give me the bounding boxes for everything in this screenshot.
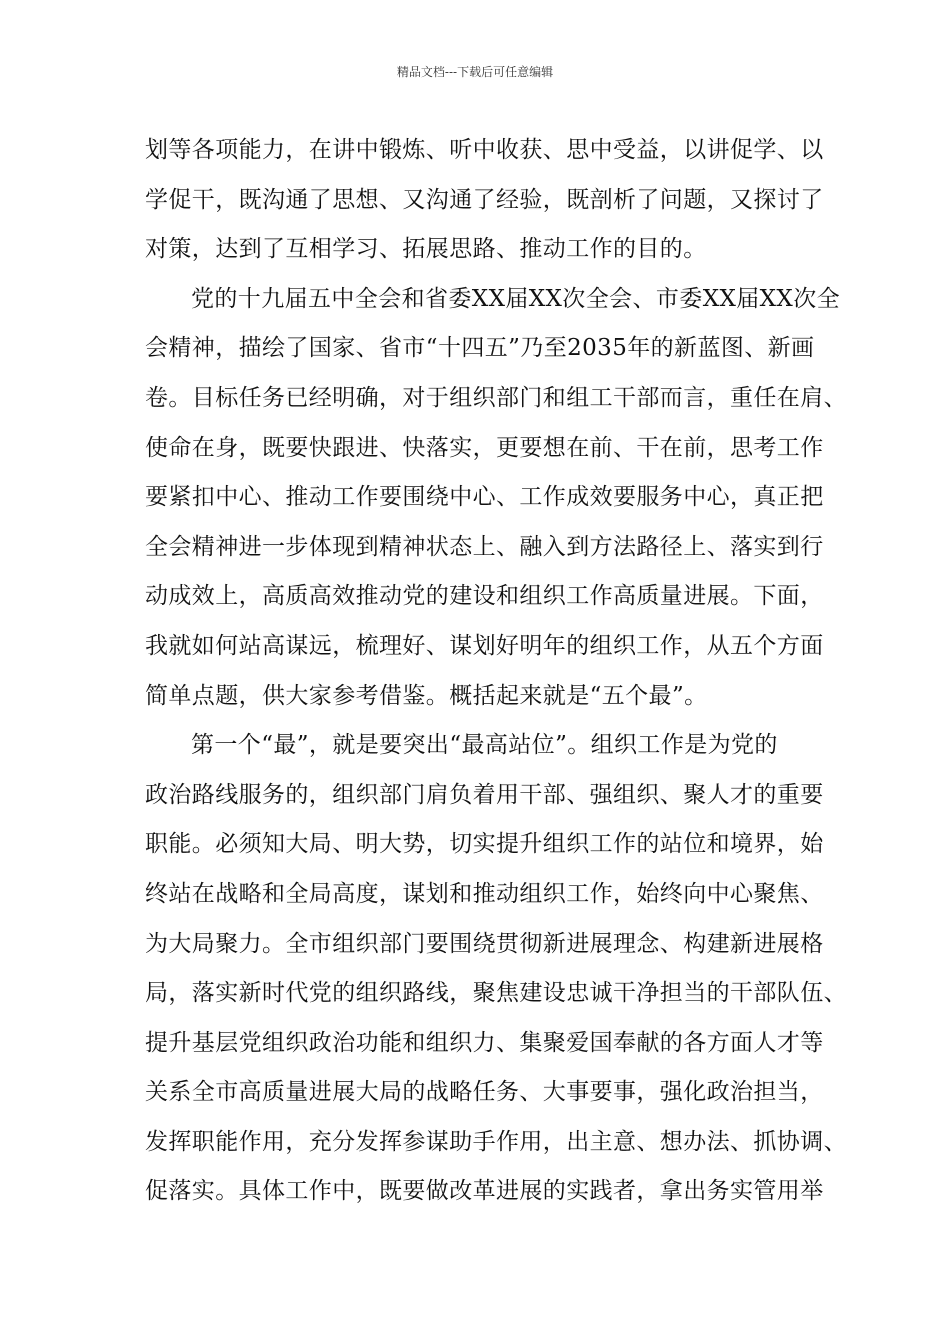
text-line: 使命在身，既要快跟进、快落实，更要想在前、干在前，思考工作: [145, 434, 824, 461]
text-line: 要紧扣中心、推动工作要围绕中心、工作成效要服务中心，真正把: [145, 484, 824, 511]
text-line: 简单点题，供大家参考借鉴。概括起来就是“五个最”。: [145, 682, 708, 709]
text-line: 终站在战略和全局高度，谋划和推动组织工作，始终向中心聚焦、: [145, 880, 824, 907]
text-line: 会精神，描绘了国家、省市“十四五”乃至2035年的新蓝图、新画: [145, 335, 815, 362]
text-line: 职能。必须知大局、明大势，切实提升组织工作的站位和境界，始: [145, 831, 824, 858]
text-line: 动成效上，高质高效推动党的建设和组织工作高质量进展。下面，: [145, 583, 824, 610]
text-line: 关系全市高质量进展大局的战略任务、大事要事，强化政治担当，: [145, 1079, 824, 1106]
text-line: 局，落实新时代党的组织路线，聚焦建设忠诚干净担当的干部队伍、: [145, 980, 847, 1007]
paragraph-3: [145, 721, 847, 1217]
text-line: 划等各项能力，在讲中锻炼、听中收获、思中受益，以讲促学、以: [145, 137, 824, 163]
text-line: 政治路线服务的，组织部门肩负着用干部、强组织、聚人才的重要: [145, 781, 824, 808]
paragraph-1: [145, 126, 824, 275]
page-header: 精品文档---下载后可任意编辑: [396, 65, 554, 79]
text-line: 对策，达到了互相学习、拓展思路、推动工作的目的。: [145, 236, 707, 263]
text-line: 学促干，既沟通了思想、又沟通了经验，既剖析了问题，又探讨了: [145, 186, 824, 213]
text-line: 为大局聚力。全市组织部门要围绕贯彻新进展理念、构建新进展格: [145, 930, 824, 957]
text-line: 提升基层党组织政治功能和组织力、集聚爱国奉献的各方面人才等: [145, 1029, 824, 1056]
paragraph-2: [145, 275, 847, 721]
text-line: 发挥职能作用，充分发挥参谋助手作用，出主意、想办法、抓协调、: [145, 1128, 847, 1155]
text-line: 我就如何站高谋远，梳理好、谋划好明年的组织工作，从五个方面: [145, 632, 824, 659]
text-line: 全会精神进一步体现到精神状态上、融入到方法路径上、落实到行: [145, 533, 824, 560]
text-line: 第一个“最”，就是要突出“最高站位”。组织工作是为党的: [191, 732, 778, 759]
text-line: 卷。目标任务已经明确，对于组织部门和组工干部而言，重任在肩、: [145, 384, 847, 411]
text-line: 促落实。具体工作中，既要做改革进展的实践者，拿出务实管用举: [145, 1178, 824, 1205]
text-line: 党的十九届五中全会和省委XX届XX次全会、市委XX届XX次全: [191, 285, 840, 312]
document-body: [145, 126, 847, 1217]
